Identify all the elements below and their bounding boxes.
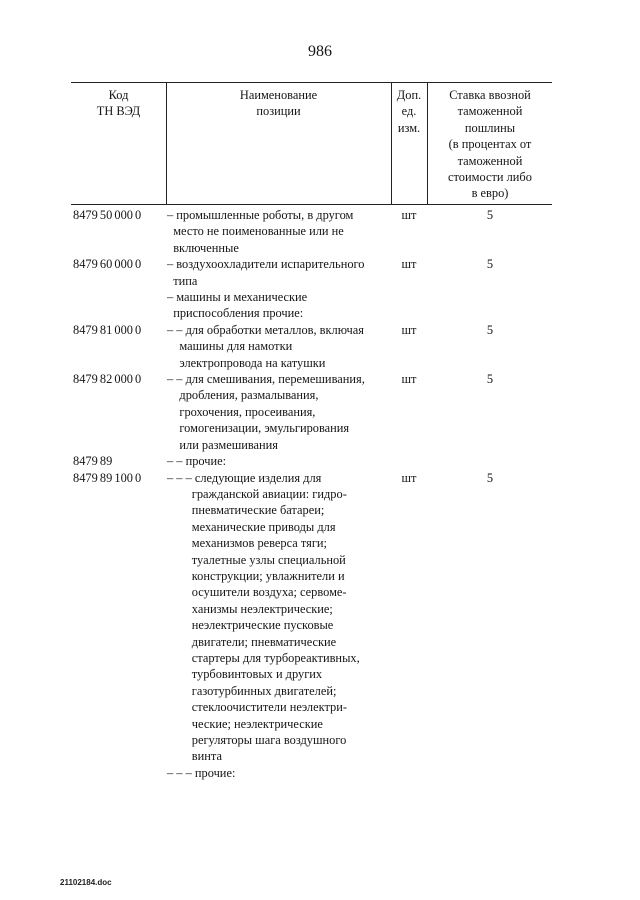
description-line: типа — [167, 273, 198, 288]
description-line: включенные — [167, 240, 239, 255]
table-row — [71, 322, 552, 371]
description-line: туалетные узлы специальной — [167, 552, 346, 567]
header-unit-line: Доп. — [396, 88, 422, 102]
description-line: – – для смешивания, перемешивания, — [167, 372, 365, 387]
description-line: или размешивания — [167, 437, 279, 452]
description-line: газотурбинных двигателей; — [167, 683, 337, 698]
header-unit — [392, 87, 426, 136]
item-description — [167, 371, 395, 453]
header-rate-line: Ставка ввозной — [449, 88, 531, 102]
description-line: двигатели; пневматические — [167, 634, 337, 649]
header-rate-line: в евро) — [471, 186, 509, 201]
tariff-code: 8479 89 100 0 — [73, 470, 142, 485]
header-code-line: ТН ВЭД — [96, 104, 141, 119]
duty-rate: 5 — [486, 208, 494, 222]
unit: шт — [401, 470, 417, 485]
item-description — [167, 453, 395, 469]
unit: шт — [401, 208, 417, 222]
table-row — [71, 453, 552, 469]
description-line: – – – прочие: — [167, 765, 236, 780]
unit: шт — [401, 372, 417, 387]
header-name-line: Наименование — [239, 88, 318, 102]
tariff-code: 8479 82 000 0 — [73, 372, 142, 387]
description-line: приспособления прочие: — [167, 306, 304, 321]
duty-rate: 5 — [486, 470, 494, 485]
table-row — [71, 470, 552, 765]
unit: шт — [401, 322, 417, 337]
description-line: – машины и механические — [167, 290, 308, 305]
unit: шт — [401, 257, 417, 272]
description-line: – – прочие: — [167, 454, 227, 469]
description-line: пневматические батареи; — [167, 503, 325, 518]
description-line: турбовинтовых и других — [167, 667, 323, 682]
tariff-table — [71, 82, 552, 781]
header-rate-line: таможенной — [457, 104, 523, 119]
description-line: конструкции; увлажнители и — [167, 568, 345, 583]
item-description — [167, 322, 395, 371]
description-line: механизмов реверса тяги; — [167, 536, 327, 551]
description-line: – – для обработки металлов, включая — [167, 322, 364, 337]
header-rate — [428, 87, 552, 202]
header-unit-line: ед. — [401, 104, 417, 119]
description-line: ханизмы неэлектрические; — [167, 601, 333, 616]
item-description — [167, 765, 395, 781]
table-row — [71, 371, 552, 453]
table-row — [71, 207, 552, 256]
description-line: – промышленные роботы, в другом — [167, 208, 354, 222]
header-rate-line: (в процентах от — [448, 137, 532, 152]
description-line: дробления, размалывания, — [167, 388, 319, 403]
description-line: гражданской авиации: гидро- — [167, 486, 347, 501]
description-line: гомогенизации, эмульгирования — [167, 421, 350, 436]
description-line: грохочения, просеивания, — [167, 404, 316, 419]
description-line: регуляторы шага воздушного — [167, 733, 347, 747]
table-row — [71, 256, 552, 289]
header-name-line: позиции — [256, 104, 301, 119]
file-name-footer: 21102184.doc — [60, 878, 112, 887]
duty-rate: 5 — [486, 322, 494, 337]
description-line: стеклоочистители неэлектри- — [167, 700, 347, 715]
item-description — [167, 256, 395, 289]
page-number: 986 — [308, 43, 332, 60]
header-rate-line: пошлины — [464, 120, 516, 135]
description-line: место не поименованные или не — [167, 224, 344, 239]
item-description — [167, 207, 395, 256]
duty-rate: 5 — [486, 257, 494, 272]
duty-rate: 5 — [486, 372, 494, 387]
description-line: винта — [167, 749, 222, 764]
tariff-code: 8479 60 000 0 — [73, 257, 142, 272]
table-header — [71, 82, 552, 205]
description-line: осушители воздуха; сервоме- — [167, 585, 347, 600]
tariff-code: 8479 50 000 0 — [73, 208, 142, 222]
description-line: ческие; неэлектрические — [167, 716, 323, 731]
header-rate-line: таможенной — [457, 153, 523, 168]
description-line: механические приводы для — [167, 519, 336, 534]
header-name — [167, 87, 390, 120]
table-row — [71, 765, 552, 781]
header-unit-line: изм. — [397, 120, 421, 135]
table-row — [71, 289, 552, 322]
header-code — [71, 87, 166, 120]
item-description — [167, 289, 395, 322]
description-line: стартеры для турбореактивных, — [167, 650, 360, 665]
header-code-line: Код — [108, 88, 129, 102]
tariff-code: 8479 81 000 0 — [73, 322, 142, 337]
description-line: – воздухоохладители испарительного — [167, 257, 365, 272]
description-line: машины для намотки — [167, 339, 293, 354]
table-body — [71, 207, 552, 781]
description-line: неэлектрические пусковые — [167, 618, 334, 633]
description-line: электропровода на катушки — [167, 355, 326, 370]
tariff-code: 8479 89 — [73, 454, 113, 469]
item-description — [167, 470, 395, 765]
header-rate-line: стоимости либо — [448, 170, 532, 185]
description-line: – – – следующие изделия для — [167, 470, 322, 485]
